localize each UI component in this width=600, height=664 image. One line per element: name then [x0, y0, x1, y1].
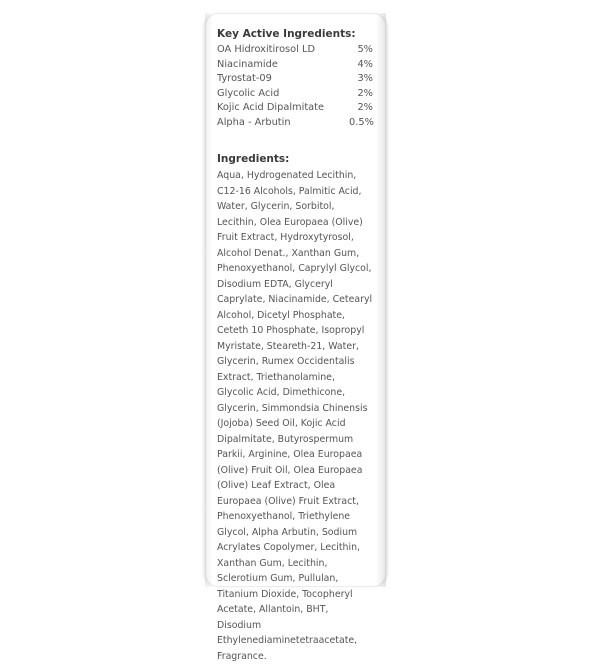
- active-ingredient-percent: 2%: [357, 102, 373, 113]
- active-ingredient-percent: 3%: [357, 73, 373, 84]
- active-ingredient-percent: 0.5%: [349, 116, 374, 128]
- label-content: [217, 27, 373, 664]
- active-ingredient-row: [217, 43, 373, 58]
- key-actives-list: [217, 43, 373, 130]
- active-ingredient-row: [217, 101, 373, 116]
- active-ingredient-percent: 2%: [357, 87, 373, 99]
- active-ingredient-row: [217, 87, 373, 102]
- ingredients-heading: Ingredients:: [217, 153, 290, 165]
- ingredient-label: [205, 13, 386, 662]
- key-actives-heading: Key Active Ingredients:: [217, 28, 356, 40]
- active-ingredient-row: [217, 72, 373, 87]
- active-ingredient-row: [217, 116, 373, 131]
- active-ingredient-percent: 4%: [357, 58, 373, 70]
- active-ingredient-name: Glycolic Acid: [217, 87, 280, 99]
- ingredients-list-text: Aqua, Hydrogenated Lecithin, C12-16 Alcohols, Palmitic Acid, Water, Glycerin, Sorbitol, Lecithin, Olea Europaea (Olive) Fruit Extract, Hydroxytyrosol, Alcohol Denat., Xanthan Gum, Phenoxyethanol, Caprylyl Glycol, Disodium EDTA, Glyceryl Caprylate, Niacinamide, Cetearyl Alcohol, Dicetyl Phosphate, Ceteth 10 Phosphate, Isopropyl Myristate, Steareth-21, Water, Glycerin, Rumex Occidentalis Extract, Triethanolamine, Glycolic Acid, Dimethicone, Glycerin, Simmondsia Chinensis (Jojoba) Seed Oil, Kojic Acid Dipalmitate, Butyrospermum Parkii, Arginine, Olea Europaea (Olive) Fruit Oil, Olea Europaea (Olive) Leaf Extract, Olea Europaea (Olive) Fruit Extract, Phenoxyethanol, Triethylene Glycol, Alpha Arbutin, Sodium Acrylates Copolymer, Lecithin, Xanthan Gum, Lecithin, Sclerotium Gum, Pullulan, Titanium Dioxide, Tocopheryl Acetate, Allantoin, BHT, Disodium Ethylenediaminetetraacetate, Fragrance.: [217, 170, 373, 662]
- active-ingredient-name: Alpha - Arbutin: [217, 116, 291, 128]
- active-ingredient-name: OA Hidroxitirosol LD: [217, 44, 315, 55]
- active-ingredient-name: Kojic Acid Dipalmitate: [217, 102, 325, 113]
- active-ingredient-percent: 5%: [357, 44, 373, 55]
- active-ingredient-name: Niacinamide: [217, 58, 278, 70]
- active-ingredient-row: [217, 58, 373, 73]
- active-ingredient-name: Tyrostat-09: [217, 73, 272, 84]
